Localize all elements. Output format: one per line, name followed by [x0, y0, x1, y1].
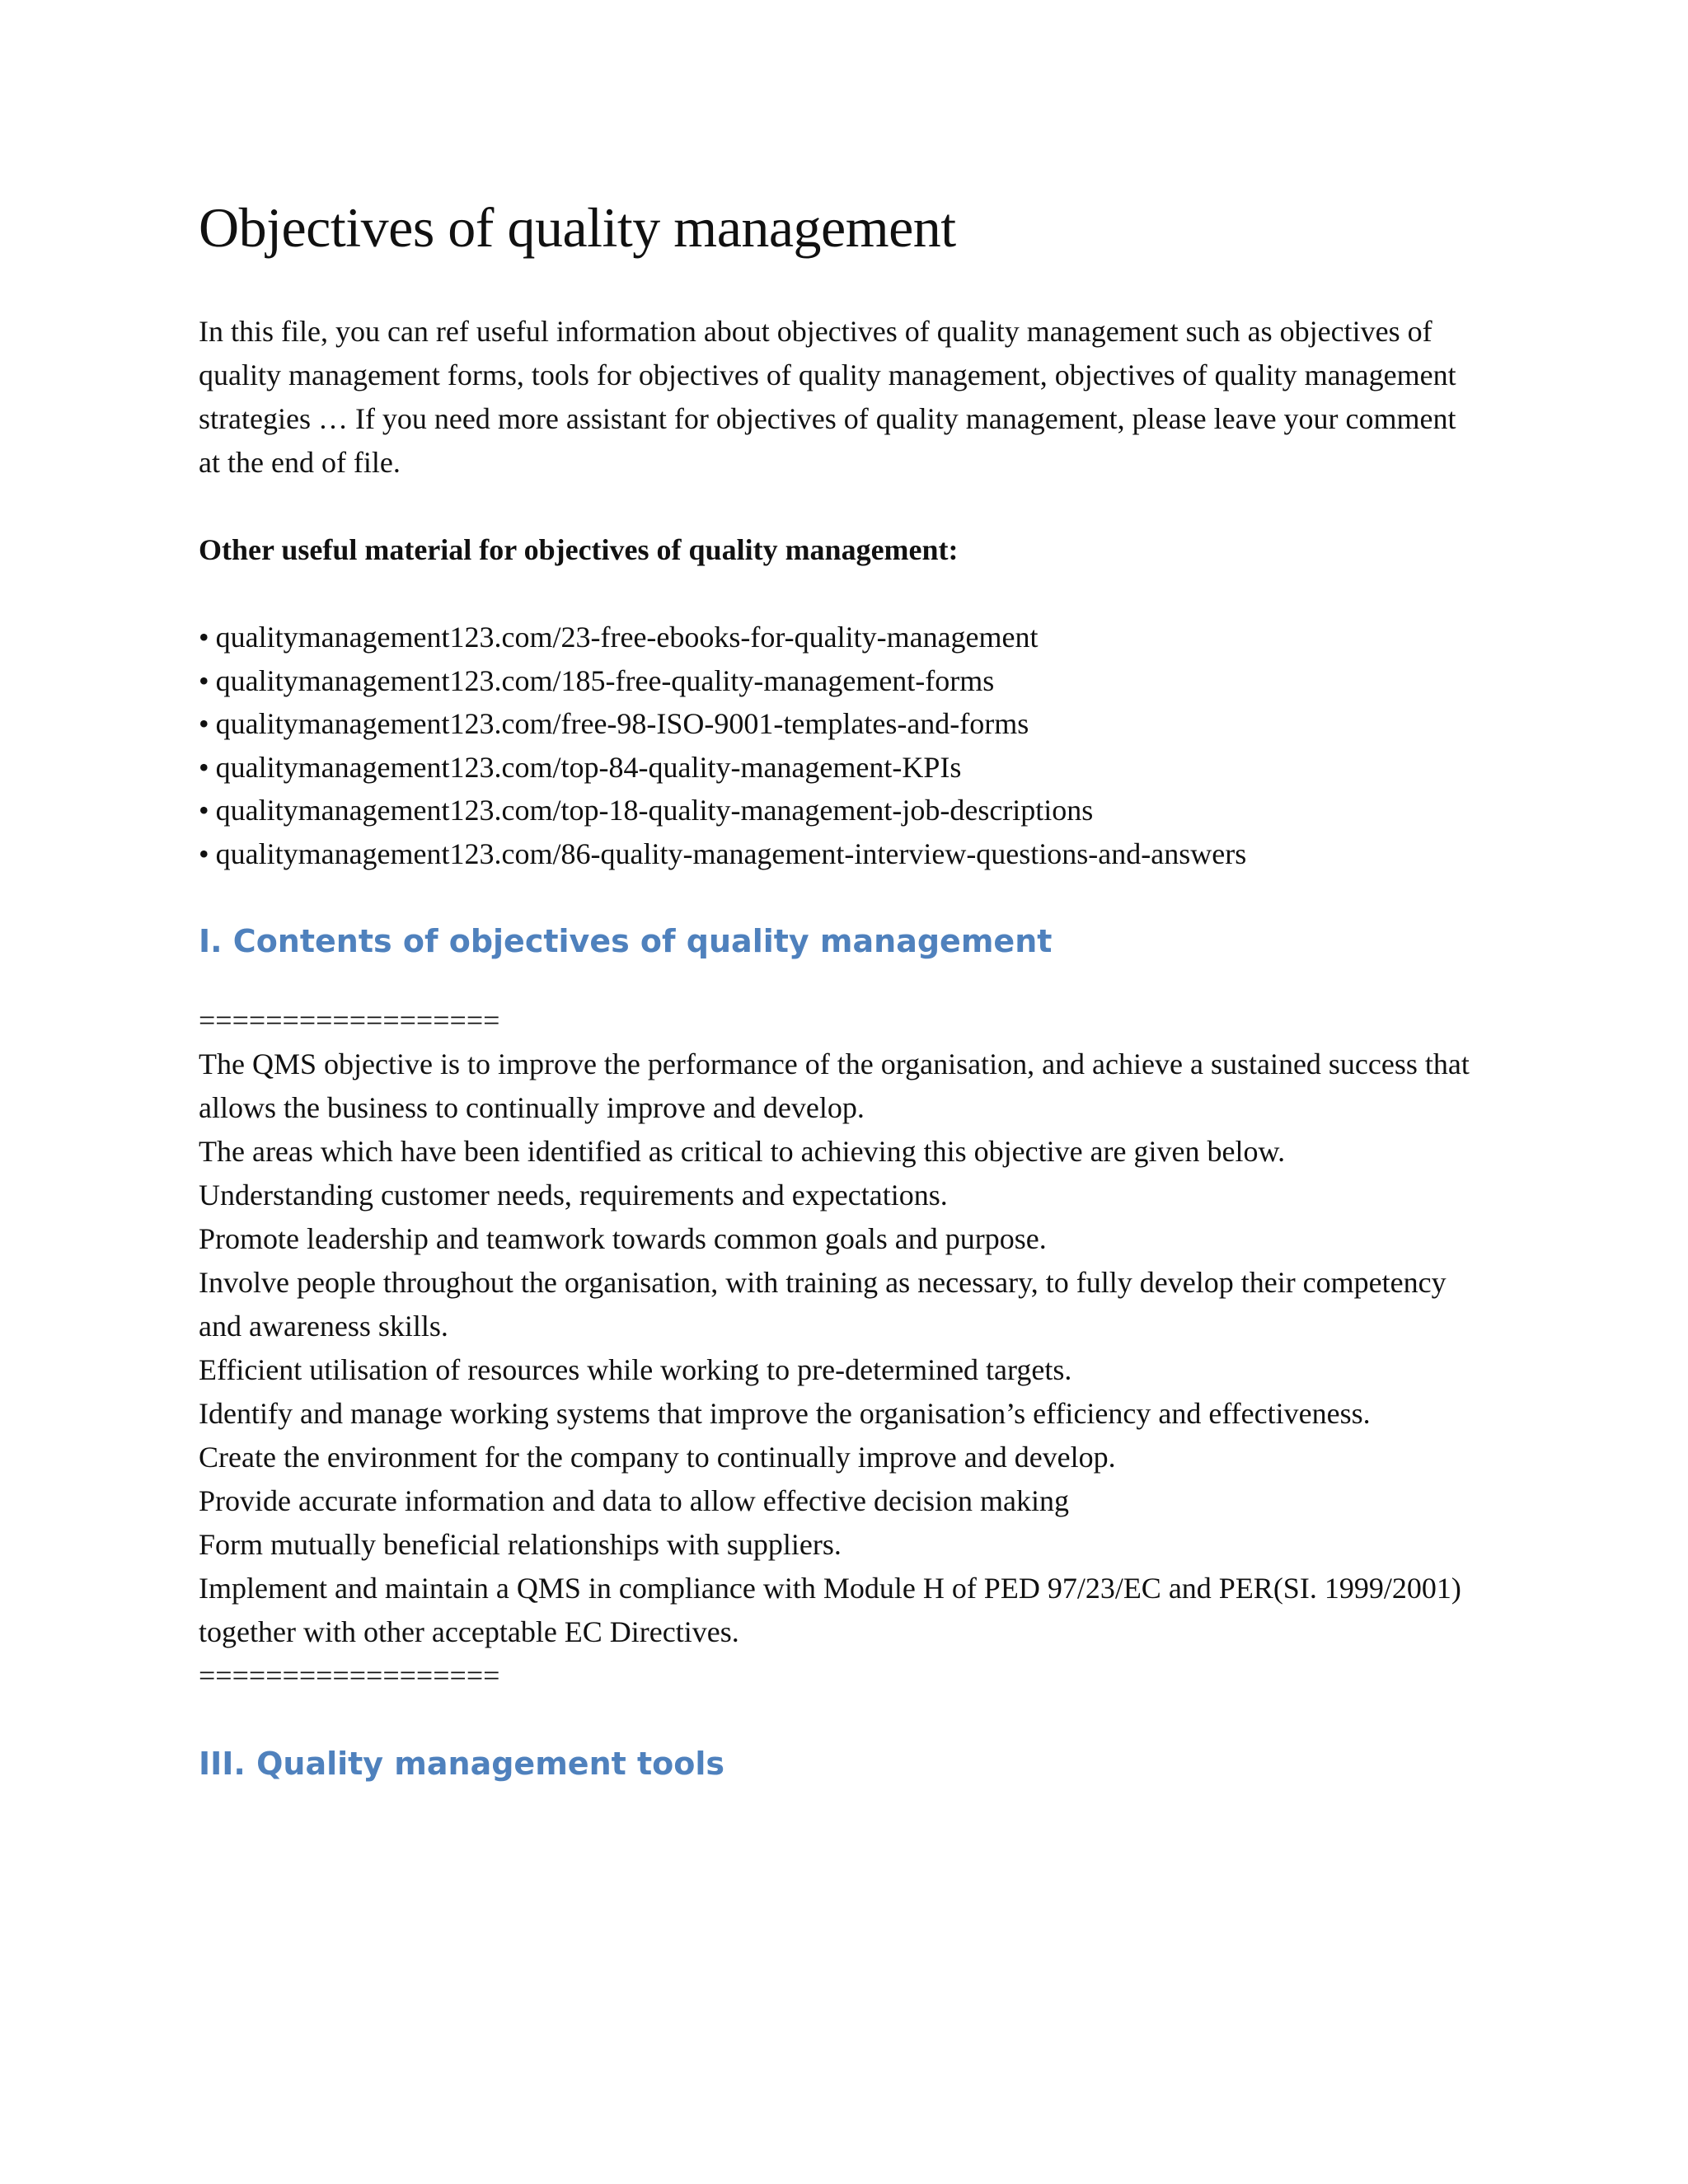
list-item[interactable]	[199, 616, 1484, 659]
divider-top: ==================	[199, 1004, 500, 1037]
bullet-icon: •	[199, 621, 209, 654]
divider-bottom: ==================	[199, 1659, 500, 1692]
section-heading-contents: I. Contents of objectives of quality management	[199, 923, 1053, 959]
document-body	[199, 194, 1484, 1821]
list-item[interactable]	[199, 702, 1484, 746]
content-line: Create the environment for the company to continually improve and develop.	[199, 1441, 1116, 1474]
other-material-heading: Other useful material for objectives of quality management:	[199, 533, 959, 566]
material-link[interactable]: qualitymanagement123.com/free-98-ISO-9001-templates-and-forms	[215, 707, 1029, 740]
material-link[interactable]: qualitymanagement123.com/86-quality-management-interview-questions-and-answers	[215, 837, 1247, 870]
material-link[interactable]: qualitymanagement123.com/23-free-ebooks-for-quality-management	[215, 621, 1039, 654]
content-line: Understanding customer needs, requirements and expectations.	[199, 1179, 948, 1212]
content-line: Efficient utilisation of resources while working to pre-determined targets.	[199, 1353, 1072, 1386]
bullet-icon: •	[199, 794, 209, 827]
bullet-icon: •	[199, 837, 209, 870]
material-link-list	[199, 616, 1484, 875]
content-line: The QMS objective is to improve the performance of the organisation, and achieve a sustained success that allows the business to continually improve and develop.	[199, 1047, 1470, 1124]
bullet-icon: •	[199, 663, 209, 697]
contents-section	[199, 1043, 1484, 1654]
list-item[interactable]	[199, 746, 1484, 790]
content-line: Promote leadership and teamwork towards common goals and purpose.	[199, 1222, 1047, 1255]
list-item[interactable]	[199, 659, 1484, 703]
material-link[interactable]: qualitymanagement123.com/185-free-quality-management-forms	[215, 663, 995, 697]
bullet-icon: •	[199, 707, 209, 740]
bullet-icon: •	[199, 750, 209, 784]
section-heading-tools: III. Quality management tools	[199, 1746, 725, 1782]
list-item[interactable]	[199, 789, 1484, 832]
content-line: Form mutually beneficial relationships with suppliers.	[199, 1528, 842, 1561]
content-line: Provide accurate information and data to allow effective decision making	[199, 1484, 1069, 1517]
content-line: Involve people throughout the organisation, with training as necessary, to fully develop their competency and awareness skills.	[199, 1266, 1447, 1343]
content-line: Implement and maintain a QMS in compliance with Module H of PED 97/23/EC and PER(SI. 1999/2001) together with other acceptable EC Directives.	[199, 1572, 1461, 1648]
material-link[interactable]: qualitymanagement123.com/top-18-quality-management-job-descriptions	[215, 794, 1094, 827]
intro-paragraph: In this file, you can ref useful information about objectives of quality management such as objectives of quality management forms, tools for objectives of quality management, objectives of quality management strategies … If you need more assistant for objectives of quality management, please leave your comment at the end of file.	[199, 315, 1456, 479]
list-item[interactable]	[199, 832, 1484, 876]
content-line: Identify and manage working systems that improve the organisation’s efficiency and effectiveness.	[199, 1397, 1371, 1430]
content-line: The areas which have been identified as critical to achieving this objective are given below.	[199, 1135, 1286, 1168]
document-title: Objectives of quality management	[199, 196, 956, 259]
material-link[interactable]: qualitymanagement123.com/top-84-quality-management-KPIs	[215, 750, 962, 784]
